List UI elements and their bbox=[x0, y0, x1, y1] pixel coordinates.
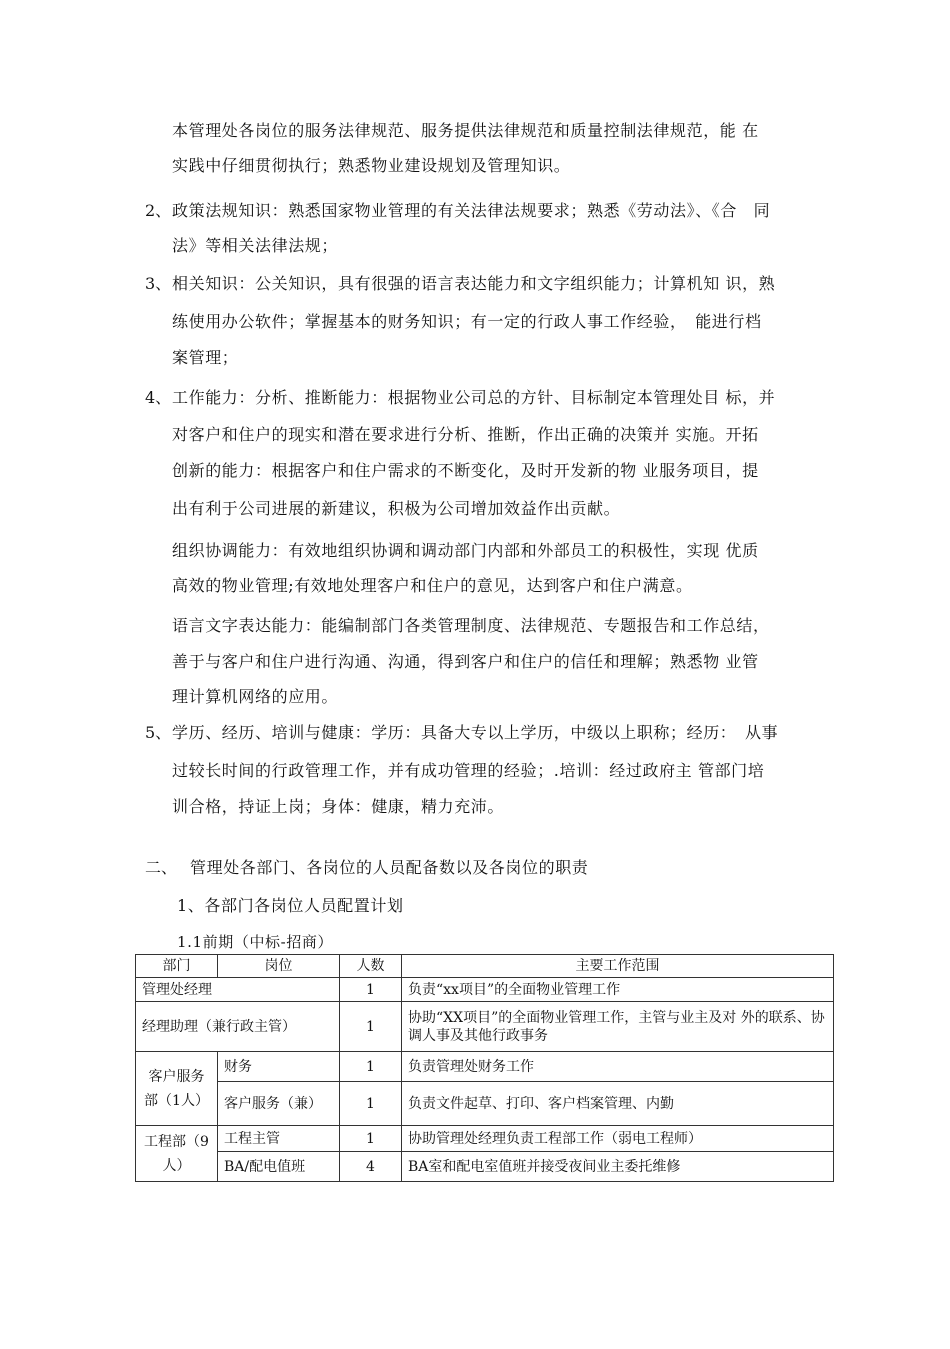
cell-count: 1 bbox=[340, 1052, 402, 1082]
cell-scope: 协助管理处经理负责工程部工作（弱电工程师） bbox=[402, 1126, 834, 1152]
section-number: 二、 bbox=[145, 858, 178, 877]
table-row bbox=[136, 1002, 834, 1052]
item-number: 4、 bbox=[145, 388, 172, 407]
paragraph-line: 对客户和住户的现实和潜在要求进行分析、推断，作出正确的决策并 实施。开拓 bbox=[172, 425, 759, 444]
cell-position: 客户服务（兼） bbox=[218, 1082, 340, 1126]
cell-department: 工程部（9人） bbox=[136, 1126, 218, 1182]
section-heading: 管理处各部门、各岗位的人员配备数以及各岗位的职责 bbox=[190, 858, 589, 877]
header-count: 人数 bbox=[340, 955, 402, 978]
paragraph-line: 训合格，持证上岗；身体：健康，精力充沛。 bbox=[172, 797, 505, 816]
paragraph-line: 高效的物业管理;有效地处理客户和住户的意见，达到客户和住户满意。 bbox=[172, 576, 693, 595]
table-header-row bbox=[136, 955, 834, 978]
item-number: 5、 bbox=[145, 723, 172, 742]
table-row bbox=[136, 1082, 834, 1126]
subsection-heading: 1.1前期（中标-招商） bbox=[177, 933, 334, 951]
staffing-table bbox=[135, 954, 834, 1182]
table-row bbox=[136, 978, 834, 1002]
item-number: 2、 bbox=[145, 201, 172, 220]
cell-count: 1 bbox=[340, 978, 402, 1002]
paragraph-line: 法》等相关法律法规； bbox=[172, 236, 339, 255]
paragraph-line: 语言文字表达能力：能编制部门各类管理制度、法律规范、专题报告和工作总结， bbox=[172, 616, 770, 635]
paragraph-line: 本管理处各岗位的服务法律规范、服务提供法律规范和质量控制法律规范，能 在 bbox=[172, 121, 759, 140]
paragraph-line: 出有利于公司进展的新建议，积极为公司增加效益作出贡献。 bbox=[172, 499, 621, 518]
cell-scope: 负责管理处财务工作 bbox=[402, 1052, 834, 1082]
cell-department: 客户服务部（1人） bbox=[136, 1052, 218, 1126]
header-position: 岗位 bbox=[218, 955, 340, 978]
paragraph-line: 组织协调能力：有效地组织协调和调动部门内部和外部员工的积极性，实现 优质 bbox=[172, 541, 759, 560]
paragraph-line: 练使用办公软件；掌握基本的财务知识；有一定的行政人事工作经验， 能进行档 bbox=[172, 312, 762, 331]
paragraph-line: 创新的能力：根据客户和住户需求的不断变化，及时开发新的物 业服务项目，提 bbox=[172, 461, 759, 480]
cell-count: 1 bbox=[340, 1082, 402, 1126]
cell-position: 财务 bbox=[218, 1052, 340, 1082]
page-bottom-margin bbox=[0, 1189, 950, 1349]
cell-scope: 协助“XX项目”的全面物业管理工作，主管与业主及对 外的联系、协调人事及其他行政事务 bbox=[402, 1002, 834, 1052]
paragraph-line: 工作能力：分析、推断能力：根据物业公司总的方针、目标制定本管理处目 标，并 bbox=[172, 388, 776, 407]
cell-scope: 负责文件起草、打印、客户档案管理、内勤 bbox=[402, 1082, 834, 1126]
cell-count: 1 bbox=[340, 1002, 402, 1052]
paragraph-line: 过较长时间的行政管理工作，并有成功管理的经验；.培训：经过政府主 管部门培 bbox=[172, 761, 765, 780]
header-scope: 主要工作范围 bbox=[402, 955, 834, 978]
paragraph-line: 学历、经历、培训与健康：学历：具备大专以上学历，中级以上职称；经历： 从事 bbox=[172, 723, 779, 742]
paragraph-line: 善于与客户和住户进行沟通、沟通，得到客户和住户的信任和理解；熟悉物 业管 bbox=[172, 652, 759, 671]
paragraph-line: 实践中仔细贯彻执行；熟悉物业建设规划及管理知识。 bbox=[172, 156, 571, 175]
table-row bbox=[136, 1052, 834, 1082]
cell-scope: 负责“xx项目”的全面物业管理工作 bbox=[402, 978, 834, 1002]
cell-department: 管理处经理 bbox=[136, 978, 340, 1002]
paragraph-line: 案管理； bbox=[172, 348, 239, 367]
item-number: 3、 bbox=[145, 274, 172, 293]
cell-department: 经理助理（兼行政主管） bbox=[136, 1002, 340, 1052]
header-department: 部门 bbox=[136, 955, 218, 978]
paragraph-line: 相关知识：公关知识，具有很强的语言表达能力和文字组织能力；计算机知 识，熟 bbox=[172, 274, 776, 293]
cell-scope: BA室和配电室值班并接受夜间业主委托维修 bbox=[402, 1152, 834, 1182]
cell-count: 4 bbox=[340, 1152, 402, 1182]
paragraph-line: 理计算机网络的应用。 bbox=[172, 687, 339, 706]
table-row bbox=[136, 1152, 834, 1182]
cell-position: BA/配电值班 bbox=[218, 1152, 340, 1182]
subsection-heading: 1、各部门各岗位人员配置计划 bbox=[177, 896, 404, 915]
table-row bbox=[136, 1126, 834, 1152]
cell-count: 1 bbox=[340, 1126, 402, 1152]
paragraph-line: 政策法规知识：熟悉国家物业管理的有关法律法规要求；熟悉《劳动法》、《合 同 bbox=[172, 201, 771, 220]
cell-position: 工程主管 bbox=[218, 1126, 340, 1152]
